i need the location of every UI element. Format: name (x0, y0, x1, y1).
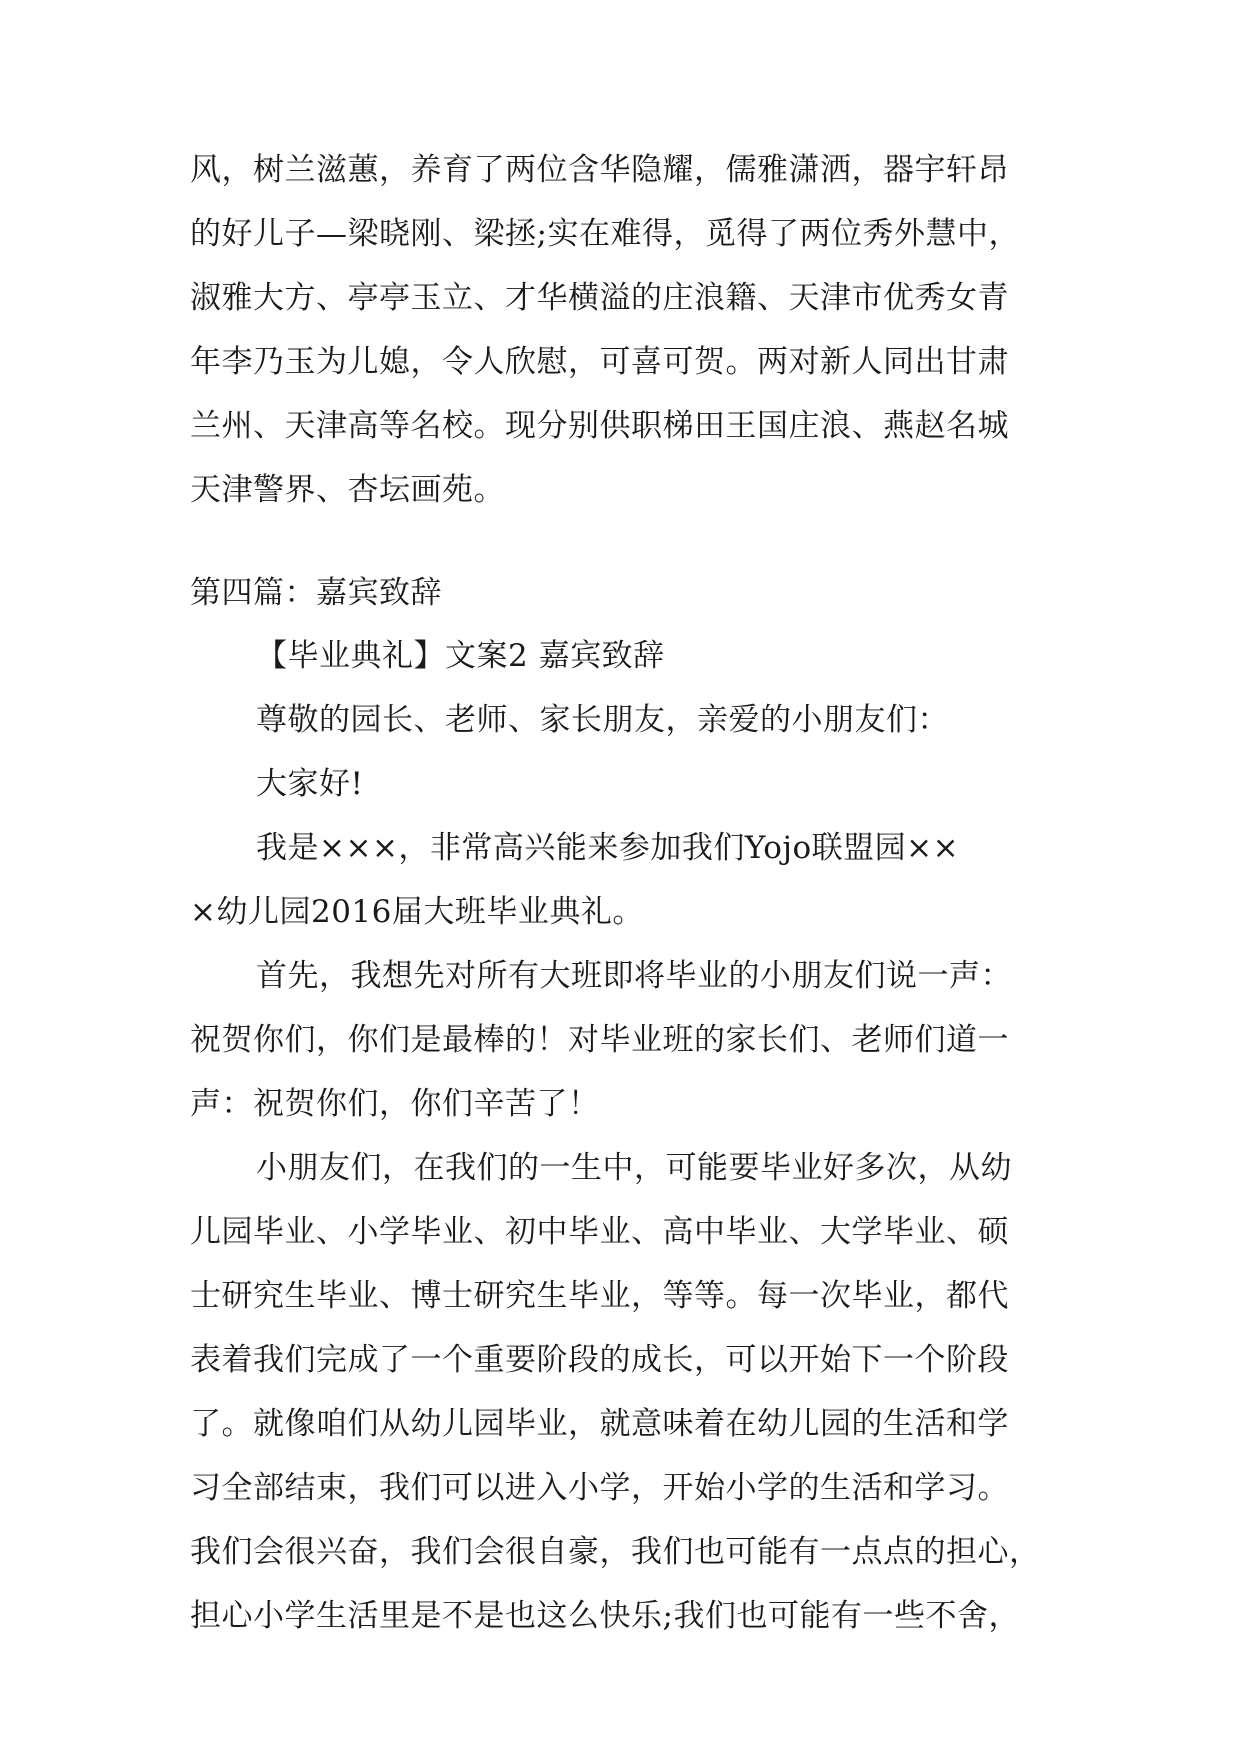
paragraph-line: 习全部结束，我们可以进入小学，开始小学的生活和学习。 (190, 1470, 1009, 1506)
paragraph-line: 士研究生毕业、博士研究生毕业，等等。每一次毕业，都代 (190, 1278, 1009, 1314)
paragraph-line: 了。就像咱们从幼儿园毕业，就意味着在幼儿园的生活和学 (190, 1406, 1009, 1442)
paragraph-line: 风，树兰滋蕙，养育了两位含华隐耀，儒雅潇洒，器宇轩昂 (190, 152, 1009, 188)
paragraph-line: 我们会很兴奋，我们会很自豪，我们也可能有一点点的担心， (190, 1534, 1041, 1570)
paragraph-line: 声：祝贺你们，你们辛苦了！ (190, 1086, 600, 1122)
paragraph-line: 首先，我想先对所有大班即将毕业的小朋友们说一声： (256, 958, 1012, 994)
paragraph-line: 表着我们完成了一个重要阶段的成长，可以开始下一个阶段 (190, 1342, 1009, 1378)
salutation: 尊敬的园长、老师、家长朋友，亲爱的小朋友们： (256, 702, 949, 738)
section-heading: 第四篇：嘉宾致辞 (190, 575, 442, 611)
greeting: 大家好! (256, 766, 364, 802)
paragraph-line: 天津警界、杏坛画苑。 (190, 472, 505, 508)
paragraph-line: 祝贺你们，你们是最棒的！对毕业班的家长们、老师们道一 (190, 1022, 1009, 1058)
paragraph-line: 年李乃玉为儿媳，令人欣慰，可喜可贺。两对新人同出甘肃 (190, 344, 1009, 380)
paragraph-line: 淑雅大方、亭亭玉立、才华横溢的庄浪籍、天津市优秀女青 (190, 280, 1009, 316)
paragraph-line: 我是×××，非常高兴能来参加我们Yojo联盟园×× (256, 830, 960, 866)
paragraph-line: 兰州、天津高等名校。现分别供职梯田王国庄浪、燕赵名城 (190, 408, 1009, 444)
paragraph-line: ×幼儿园2016届大班毕业典礼。 (190, 894, 644, 930)
paragraph-line: 儿园毕业、小学毕业、初中毕业、高中毕业、大学毕业、硕 (190, 1214, 1009, 1250)
paragraph-line: 小朋友们，在我们的一生中，可能要毕业好多次，从幼 (256, 1150, 1012, 1186)
paragraph-line: 担心小学生活里是不是也这么快乐;我们也可能有一些不舍， (190, 1598, 1020, 1634)
paragraph-line: 的好儿子—梁晓刚、梁拯;实在难得，觅得了两位秀外慧中， (190, 216, 1020, 252)
section-subheading: 【毕业典礼】文案2 嘉宾致辞 (256, 638, 665, 674)
